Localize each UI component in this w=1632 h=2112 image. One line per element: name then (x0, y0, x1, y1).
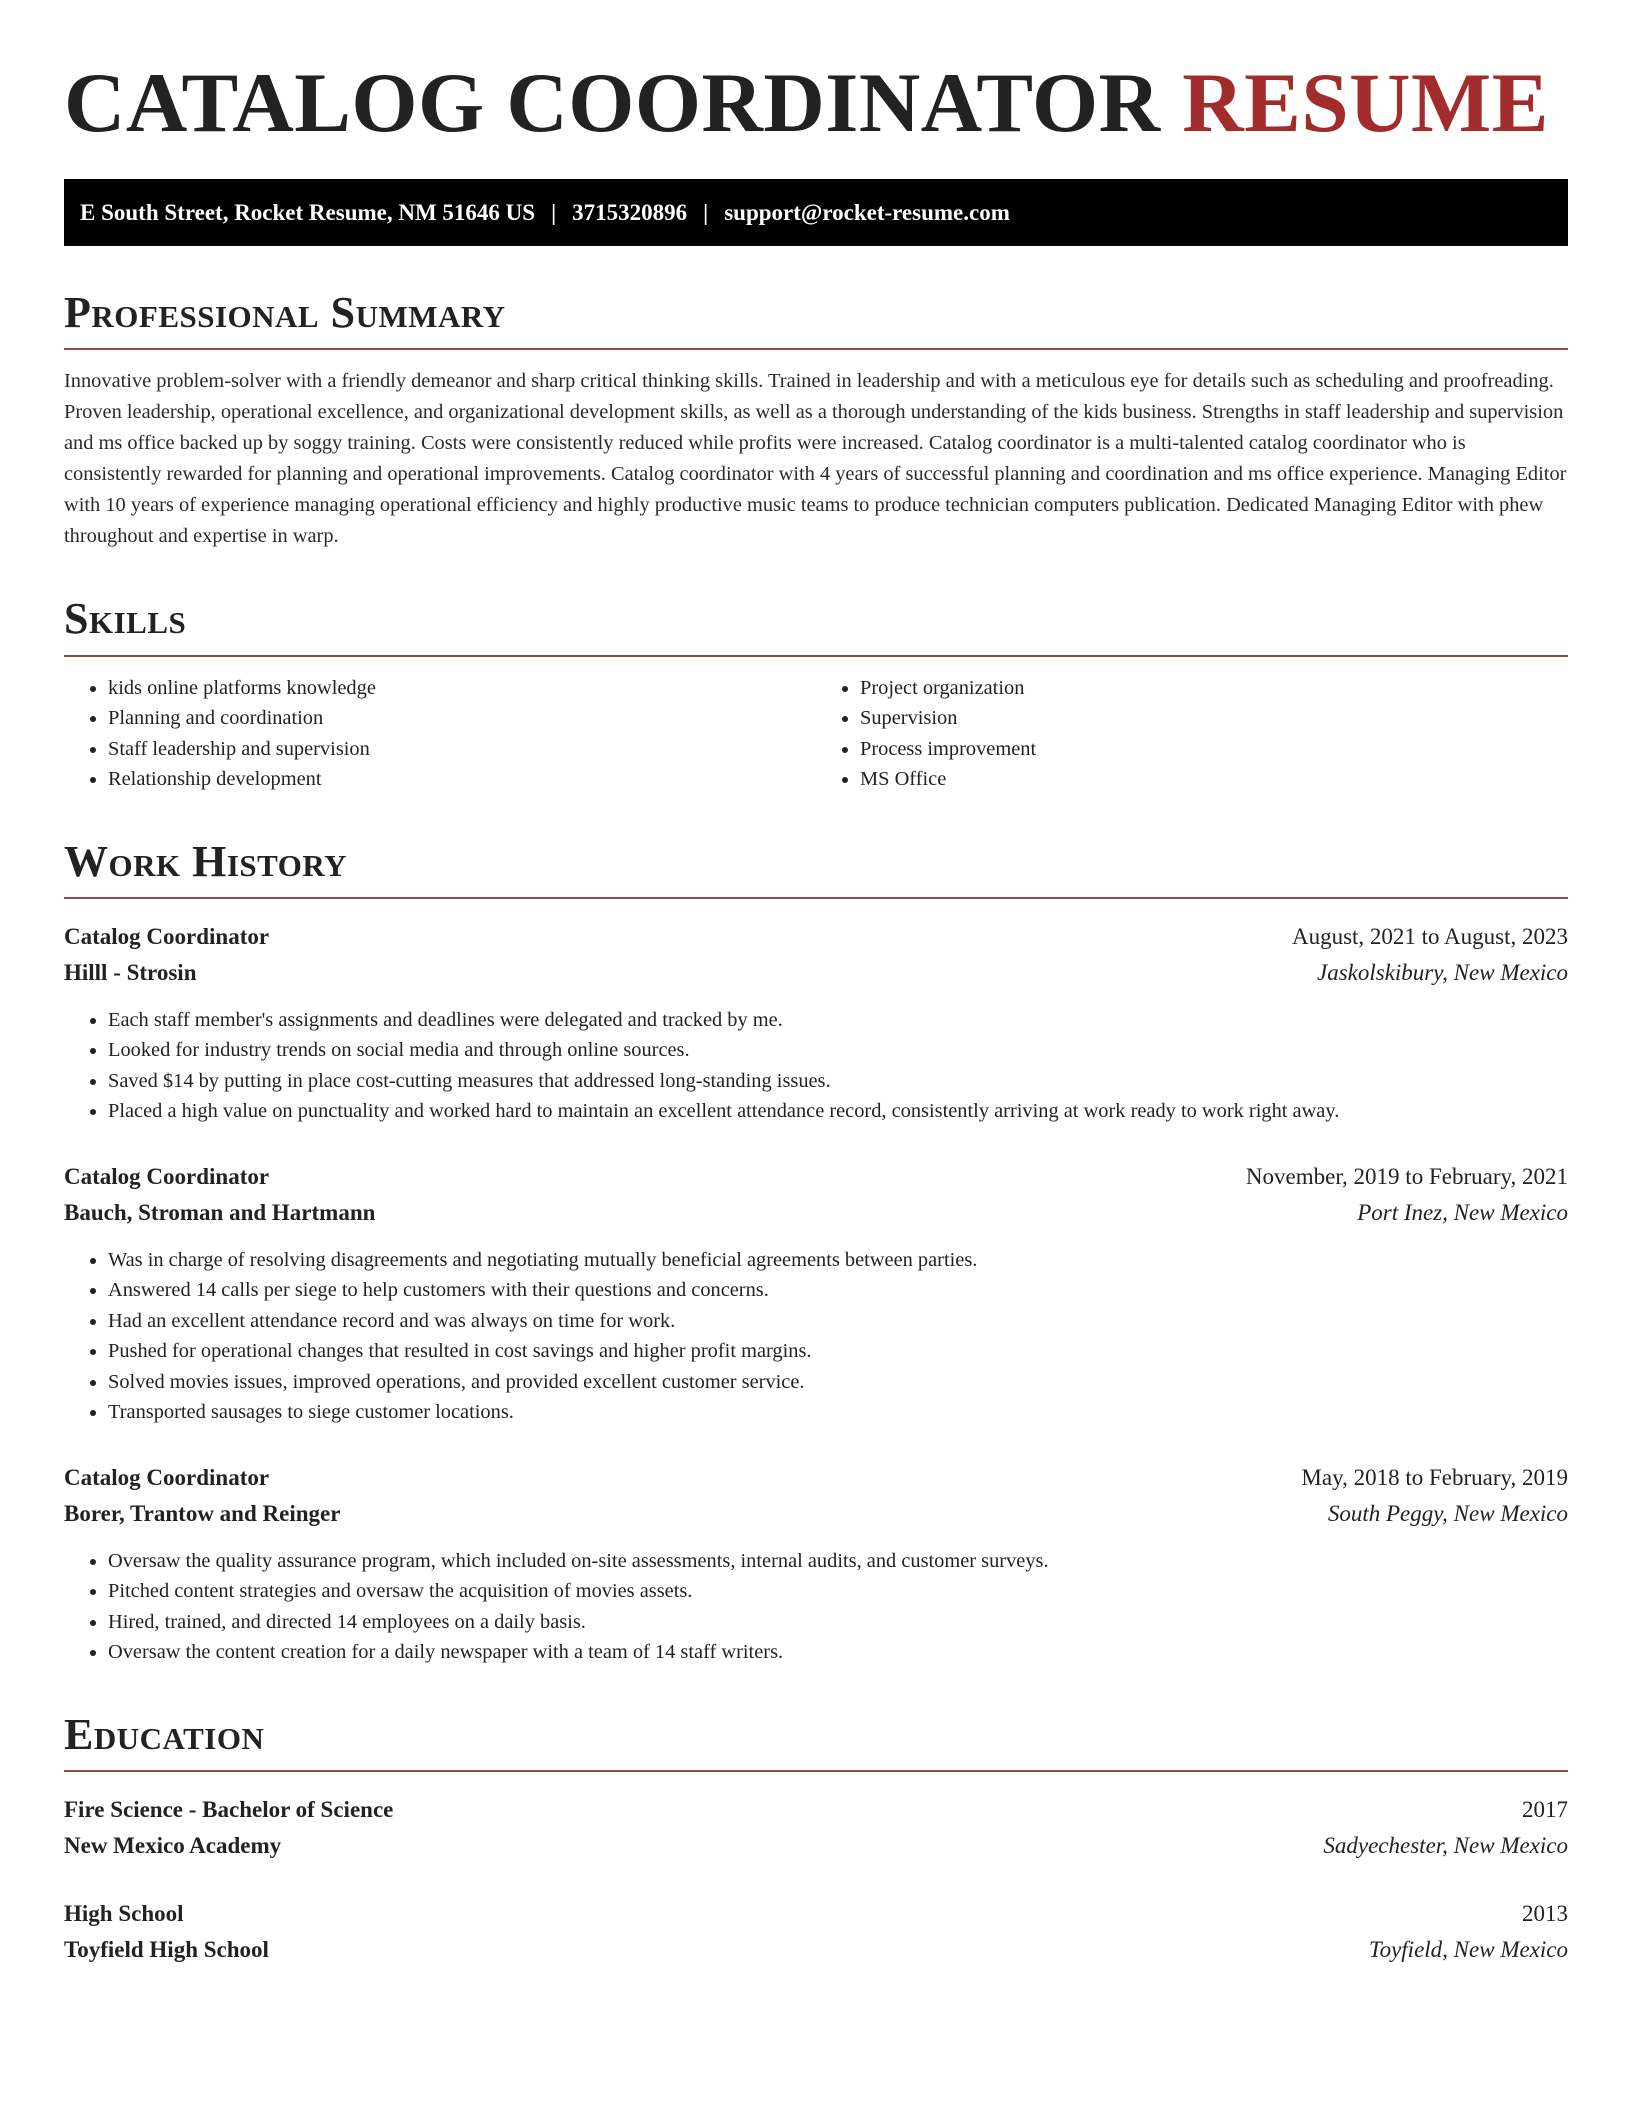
skill-item: • Staff leadership and supervision (108, 734, 816, 765)
job-bullet: • Solved movies issues, improved operations, and provided excellent customer service. (108, 1367, 1568, 1398)
skill-item: • Supervision (860, 703, 1568, 734)
job-bullets (64, 1005, 1568, 1127)
skills-column-left (64, 673, 816, 795)
job-entry (64, 1159, 1568, 1428)
summary-heading: Professional Summary (64, 290, 1568, 350)
education-location: Toyfield, New Mexico (1368, 1936, 1568, 1962)
education-section (64, 1709, 1568, 1968)
job-bullet: • Answered 14 calls per siege to help customers with their questions and concerns. (108, 1275, 1568, 1306)
education-heading: Education (64, 1712, 1568, 1772)
work-history-section (64, 836, 1568, 1668)
education-degree: Fire Science - Bachelor of Science (64, 1796, 394, 1822)
contact-separator: | (551, 199, 557, 225)
job-bullet: • Each staff member's assignments and deadlines were delegated and tracked by me. (108, 1005, 1568, 1036)
contact-phone: 3715320896 (572, 199, 688, 225)
skill-item: • kids online platforms knowledge (108, 673, 816, 704)
job-bullets (64, 1245, 1568, 1428)
education-school: New Mexico Academy (64, 1832, 282, 1858)
job-bullet: • Pushed for operational changes that resulted in cost savings and higher profit margins. (108, 1336, 1568, 1367)
job-title: Catalog Coordinator (64, 923, 270, 949)
job-company: Bauch, Stroman and Hartmann (64, 1199, 376, 1225)
job-title: Catalog Coordinator (64, 1163, 270, 1189)
skills-heading: Skills (64, 596, 1568, 656)
job-bullet: • Oversaw the content creation for a daily newspaper with a team of 14 staff writers. (108, 1637, 1568, 1668)
job-dates: August, 2021 to August, 2023 (1291, 923, 1568, 949)
job-bullet: • Saved $14 by putting in place cost-cutting measures that addressed long-standing issues. (108, 1066, 1568, 1097)
resume-title-accent: RESUME (1182, 56, 1549, 150)
job-bullet: • Placed a high value on punctuality and worked hard to maintain an excellent attendance record, consistently arriving at work ready to work right away. (108, 1096, 1568, 1127)
job-bullet: • Looked for industry trends on social media and through online sources. (108, 1035, 1568, 1066)
contact-address: E South Street, Rocket Resume, NM 51646 US (80, 199, 536, 225)
job-dates: May, 2018 to February, 2019 (1301, 1464, 1568, 1490)
job-location: South Peggy, New Mexico (1327, 1500, 1568, 1526)
job-company: Borer, Trantow and Reinger (64, 1500, 341, 1526)
education-year: 2013 (1522, 1900, 1568, 1926)
summary-section (64, 290, 1568, 552)
education-entry (64, 1792, 1568, 1864)
job-entry (64, 919, 1568, 1127)
resume-title-main: CATALOG COORDINATOR (64, 56, 1161, 150)
job-bullet: • Hired, trained, and directed 14 employees on a daily basis. (108, 1607, 1568, 1638)
education-entry (64, 1896, 1568, 1968)
job-company: Hilll - Strosin (64, 959, 197, 985)
job-title: Catalog Coordinator (64, 1464, 270, 1490)
education-year: 2017 (1522, 1796, 1568, 1822)
skill-item: • MS Office (860, 764, 1568, 795)
job-bullet: • Pitched content strategies and oversaw the acquisition of movies assets. (108, 1576, 1568, 1607)
education-school: Toyfield High School (64, 1936, 269, 1962)
skill-item: • Process improvement (860, 734, 1568, 765)
job-dates: November, 2019 to February, 2021 (1245, 1163, 1568, 1189)
skills-list (64, 673, 1568, 795)
job-bullet: • Was in charge of resolving disagreements and negotiating mutually beneficial agreements between parties. (108, 1245, 1568, 1276)
job-bullet: • Had an excellent attendance record and was always on time for work. (108, 1306, 1568, 1337)
skill-item: • Relationship development (108, 764, 816, 795)
work-history-heading: Work History (64, 839, 1568, 899)
resume-title (64, 56, 1568, 151)
job-location: Jaskolskibury, New Mexico (1316, 959, 1568, 985)
education-degree: High School (64, 1900, 184, 1926)
skill-item: • Project organization (860, 673, 1568, 704)
skill-item: • Planning and coordination (108, 703, 816, 734)
education-location: Sadyechester, New Mexico (1323, 1832, 1568, 1858)
job-entry (64, 1460, 1568, 1668)
job-bullets (64, 1546, 1568, 1668)
job-bullet: • Oversaw the quality assurance program, which included on-site assessments, internal audits, and customer surveys. (108, 1546, 1568, 1577)
summary-text: Innovative problem-solver with a friendly demeanor and sharp critical thinking skills. Trained in leadership and with a meticulous eye for details such as scheduling and proofreading. Proven leadership, operational excellence, and organizational development skills, as well as a thorough understanding of the kids business. Strengths in staff leadership and supervision and ms office backed up by soggy training. Costs were consistently reduced while profits were increased. Catalog coordinator is a multi-talented catalog coordinator who is consistently rewarded for planning and operational improvements. Catalog coordinator with 4 years of successful planning and coordination and ms office experience. Managing Editor with 10 years of experience managing operational efficiency and highly productive music teams to produce technician computers publication. Dedicated Managing Editor with phew throughout and expertise in warp. (64, 370, 1567, 548)
contact-email: support@rocket-resume.com (724, 199, 1010, 225)
skills-section (64, 596, 1568, 794)
job-bullet: • Transported sausages to siege customer locations. (108, 1397, 1568, 1428)
contact-bar (64, 179, 1568, 246)
job-location: Port Inez, New Mexico (1357, 1199, 1568, 1225)
skills-column-right (816, 673, 1568, 795)
contact-separator: | (703, 199, 709, 225)
